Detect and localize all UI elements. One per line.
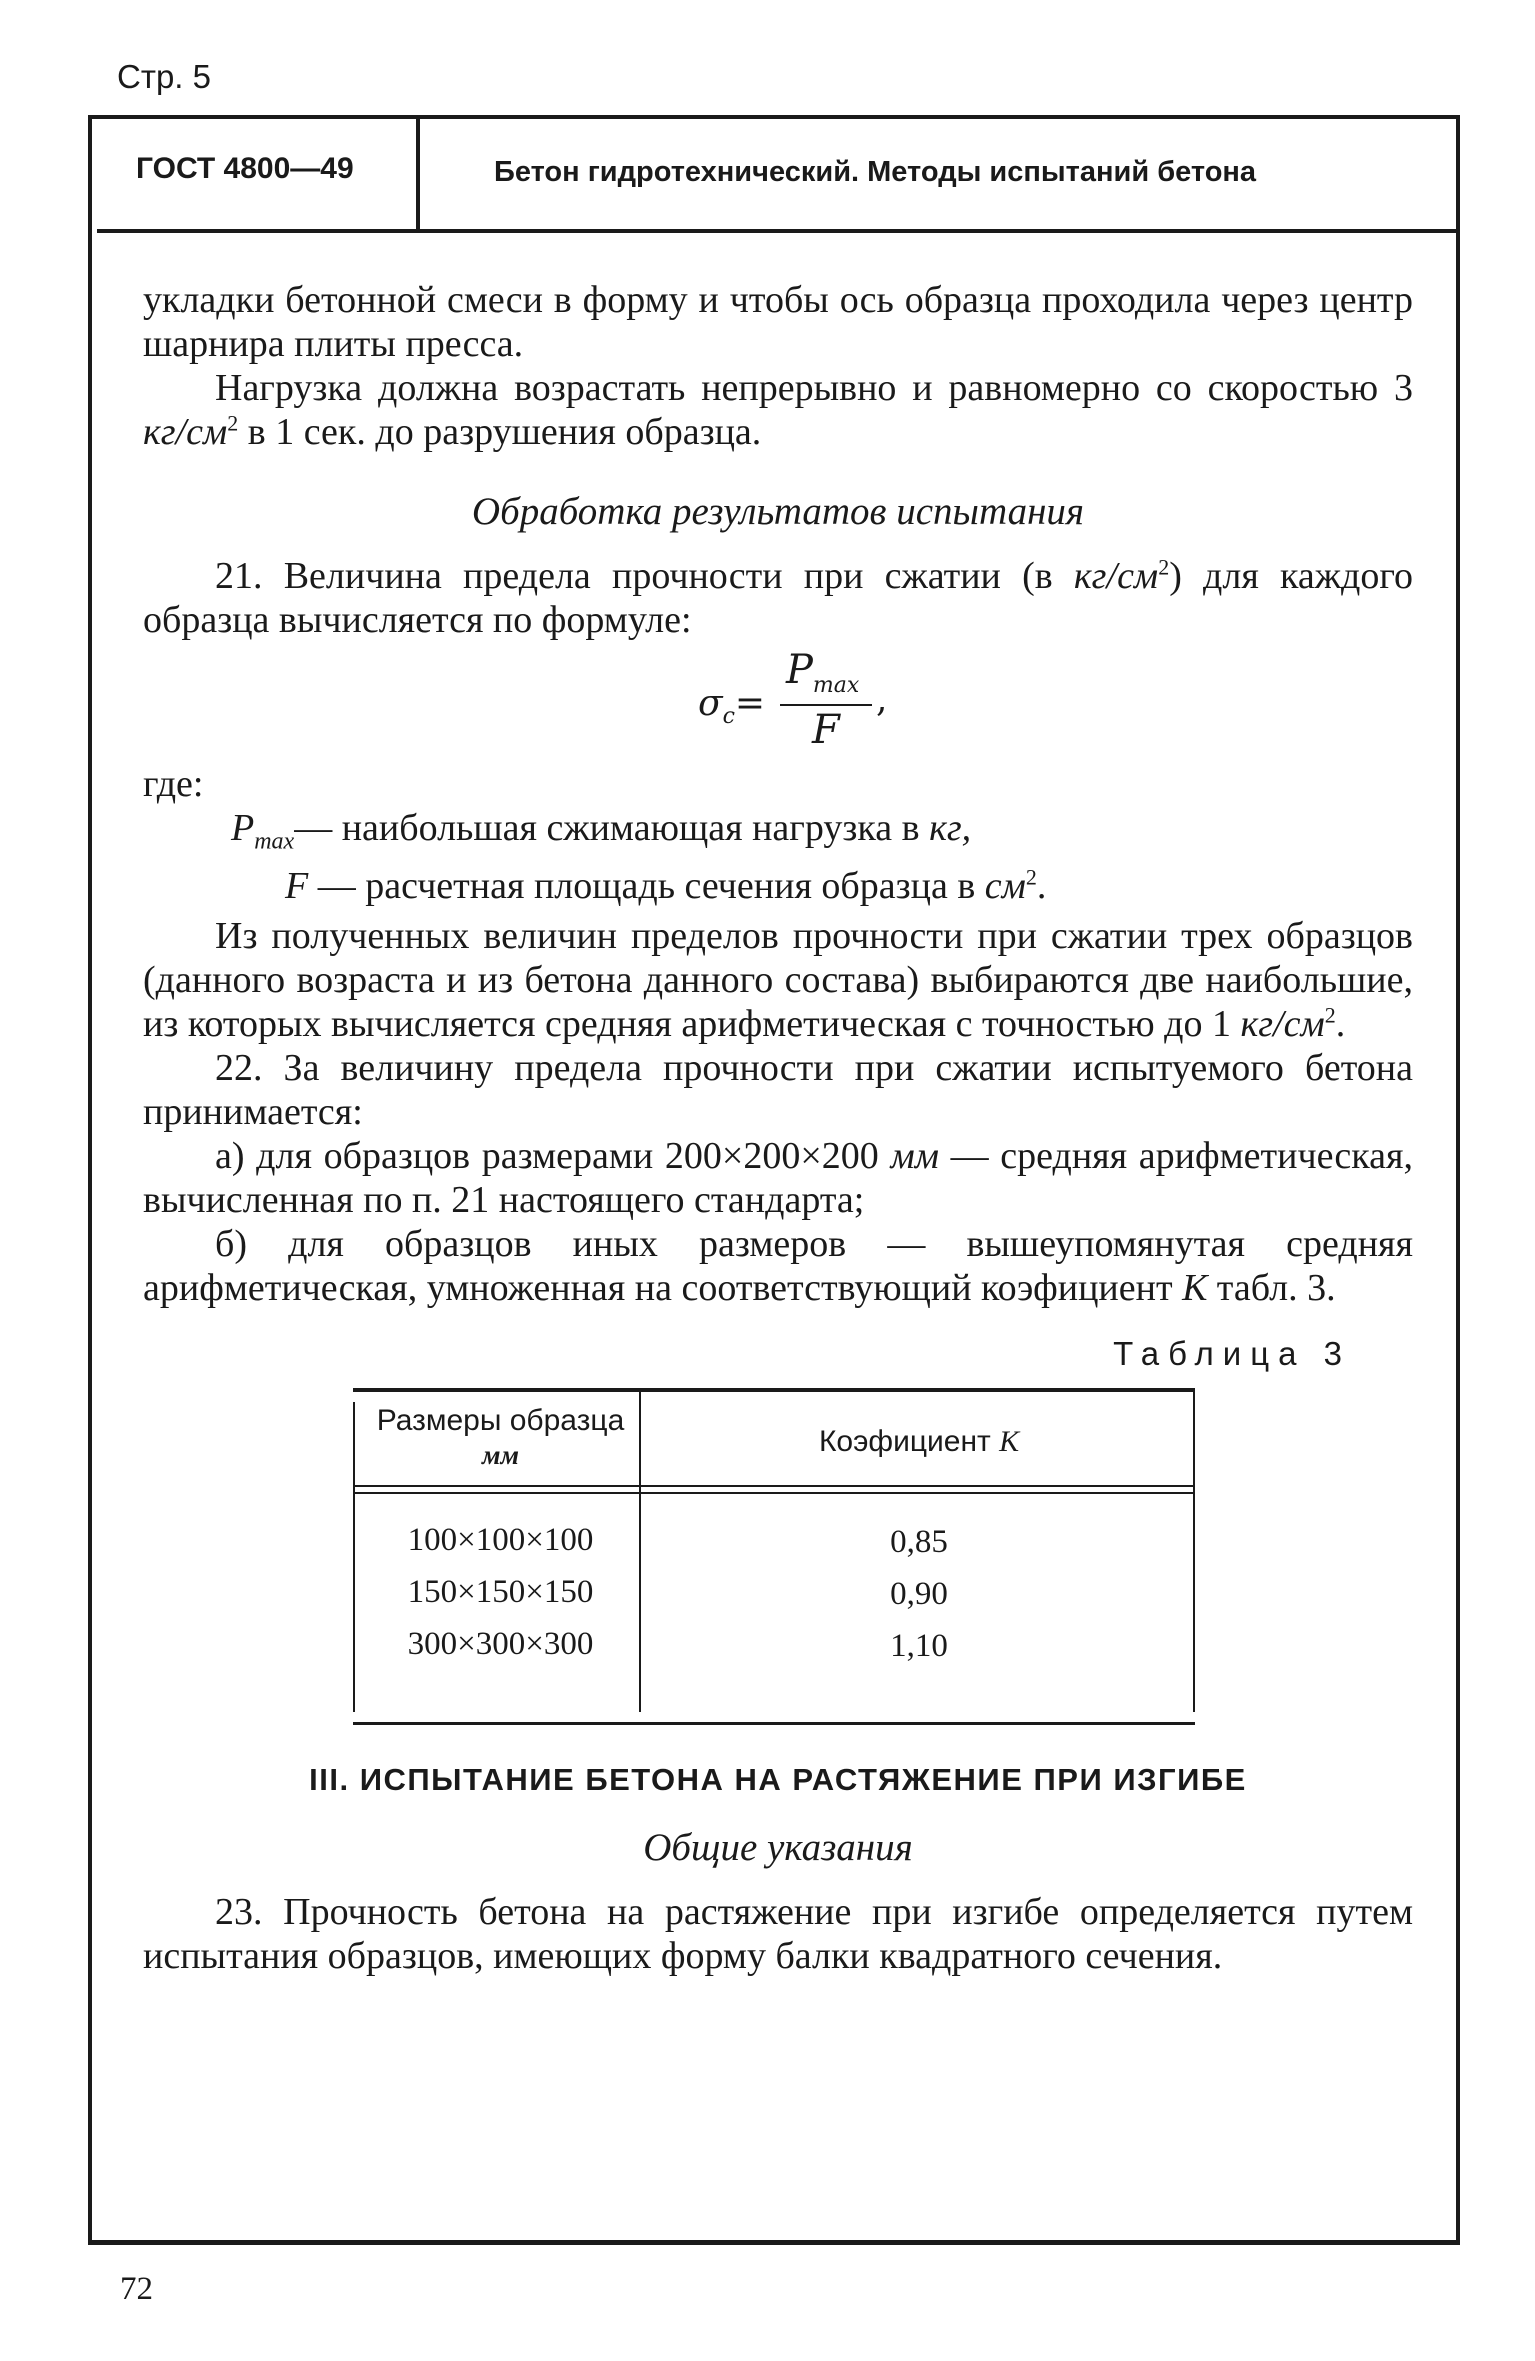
paragraph-23: 23. Прочность бетона на растяжение при изгибе определяется путем испытания образцов, имеющих форму балки квадратного сечения. xyxy=(143,1890,1413,1977)
table-caption: Таблица 3 xyxy=(1113,1334,1351,1372)
section-heading-iii: III. ИСПЫТАНИЕ БЕТОНА НА РАСТЯЖЕНИЕ ПРИ ИЗГИБЕ xyxy=(309,1761,1247,1797)
coefficient-table xyxy=(353,1388,1195,1724)
variable-definitions xyxy=(143,806,1413,908)
definition-f: F — расчетная площадь сечения образца в $см^2$. xyxy=(285,863,1047,907)
page-label: Стр. 5 xyxy=(117,58,211,95)
paragraph-21: 21. Величина предела прочности при сжатии (в $кг/см^2$) для каждого образца вычисляется по формуле: xyxy=(143,554,1413,641)
header-rule xyxy=(97,229,1459,233)
heading-results-processing: Обработка результатов испытания xyxy=(471,490,1085,533)
table-left-rule xyxy=(353,1402,355,1712)
paragraph-22a: а) для образцов размерами 200×200×200 мм — средняя арифметическая, вычисленная по п. 21 настоящего стандарта; xyxy=(143,1134,1414,1221)
table-header-coefficient: Коэфициент К xyxy=(818,1424,1020,1458)
document-title: Бетон гидротехнический. Методы испытаний бетона xyxy=(494,156,1257,188)
formula-denominator: F xyxy=(812,707,840,753)
strength-formula: $\sigma_c=$ $P_{max}$ F , xyxy=(698,647,888,753)
table-header-size: Размеры образца мм xyxy=(376,1403,625,1470)
paragraph-1: укладки бетонной смеси в форму и чтобы ось образца проходила через центр шарнира плиты пресса. xyxy=(143,279,1413,365)
formula-numerator: $P_{max}$ xyxy=(786,647,860,698)
table-cell-coefficient: 1,10 xyxy=(890,1627,948,1664)
table-cell-coefficient: 0,85 xyxy=(890,1523,948,1560)
heading-general-instructions: Общие указания xyxy=(643,1825,913,1869)
table-cell-size: 100×100×100 xyxy=(407,1521,594,1558)
paragraph-22b: б) для образцов иных размеров — вышеупомянутая средняя арифметическая, умноженная на соответствующий коэфициент К табл. 3. xyxy=(143,1222,1413,1309)
header-separator xyxy=(416,117,420,230)
document-body xyxy=(143,278,1413,1978)
definition-pmax: $P_{max}—$ наибольшая сжимающая нагрузка в кг, xyxy=(231,807,972,855)
table-column-rule xyxy=(639,1392,641,1712)
table-cell-coefficient: 0,90 xyxy=(890,1575,948,1612)
paragraph-load-rate: Нагрузка должна возрастать непрерывно и равномерно со скоростью 3 $кг/см^2$ в 1 сек. до разрушения образца. xyxy=(143,367,1413,453)
table-cell-size: 150×150×150 xyxy=(407,1573,594,1610)
paragraph-average: Из полученных величин пределов прочности при сжатии трех образцов (данного возраста и из бетона данного состава) выбираются две наибольшие, из которых вычисляется средняя арифметическая с точностью до 1 $кг/см^2$. xyxy=(143,914,1413,1045)
standard-number: ГОСТ 4800—49 xyxy=(136,152,354,185)
page-number: 72 xyxy=(120,2271,153,2307)
where-label: где: xyxy=(143,763,204,805)
table-cell-size: 300×300×300 xyxy=(407,1625,594,1662)
fraction-bar xyxy=(780,704,872,706)
paragraph-22: 22. За величину предела прочности при сжатии испытуемого бетона принимается: xyxy=(143,1046,1413,1133)
